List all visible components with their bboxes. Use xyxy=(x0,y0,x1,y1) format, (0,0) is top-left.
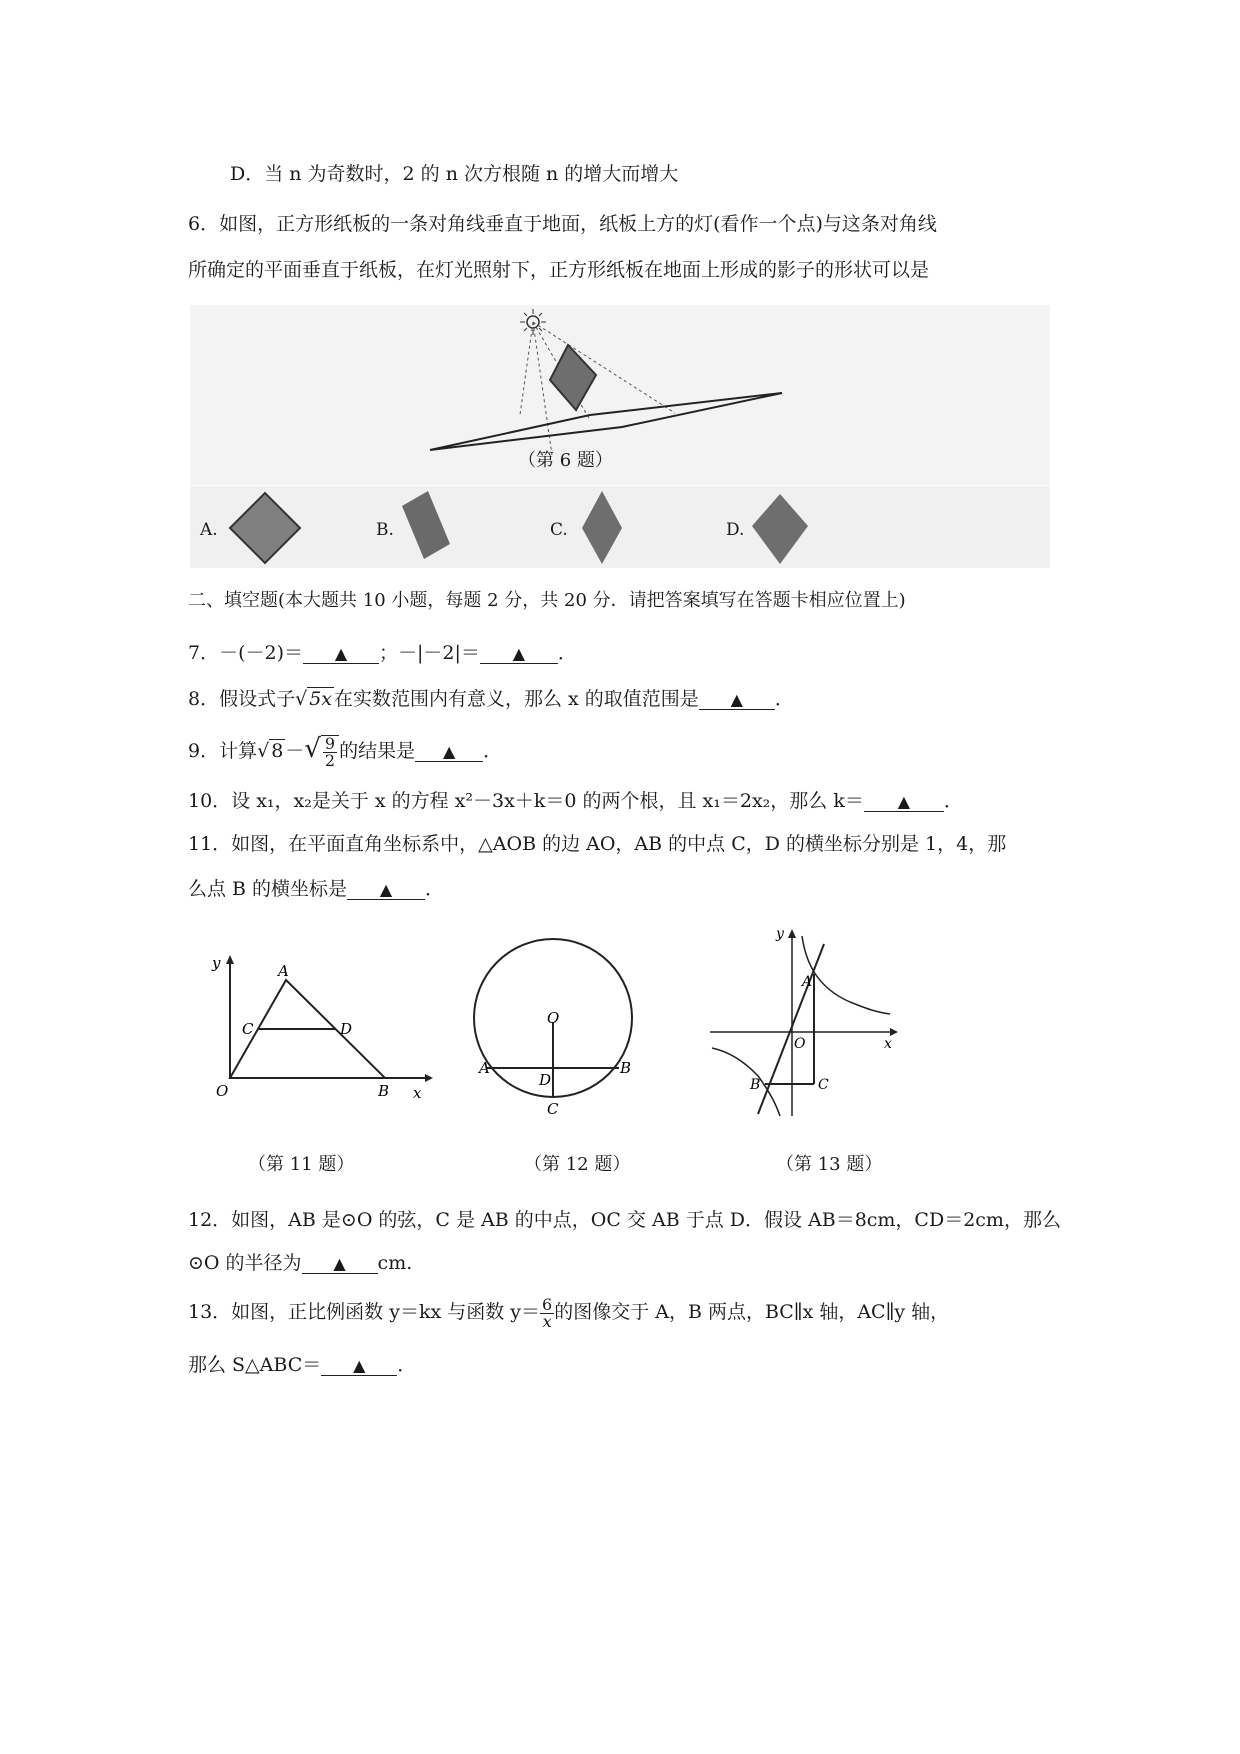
q11-answer-blank[interactable]: ▲ xyxy=(347,881,425,900)
q13-fraction xyxy=(540,1294,554,1331)
fig11-label-a: A xyxy=(278,962,289,980)
fig12-caption: （第 12 题） xyxy=(524,1154,631,1175)
q6-option-b-label: B. xyxy=(376,520,394,540)
q13-text-line2: 那么 S△ABC＝ xyxy=(188,1354,322,1376)
q12-line2 xyxy=(188,1251,412,1275)
fig12-label-o: O xyxy=(547,1009,560,1027)
fig11-label-y: y xyxy=(212,954,221,972)
fig13-label-o: O xyxy=(794,1036,806,1052)
q10-answer-blank[interactable]: ▲ xyxy=(864,793,944,812)
fig11-label-d: D xyxy=(340,1020,353,1038)
q9-text-1: 9．计算 xyxy=(188,740,258,762)
fig13-label-x: x xyxy=(884,1036,892,1052)
figure-12 xyxy=(465,930,665,1120)
fig11-label-b: B xyxy=(378,1082,390,1100)
q6-text-line2: 所确定的平面垂直于纸板，在灯光照射下，正方形纸板在地面上形成的影子的形状可以是 xyxy=(188,259,930,281)
q9-line: 9．计算√ 8 －√ $\frac{9}{2}$ 的结果是 ▲ ． xyxy=(188,734,503,770)
q9-denominator: 2 xyxy=(324,751,336,770)
q6-options xyxy=(190,486,1050,568)
q9-text-2: 的结果是 xyxy=(339,740,416,762)
q7-answer-blank-1[interactable]: ▲ xyxy=(303,645,379,664)
fig12-label-b: B xyxy=(620,1059,632,1077)
q7-text-3: ． xyxy=(557,642,577,664)
q8-radicand: 5x xyxy=(309,688,333,710)
q8-text-2: 在实数范围内有意义，那么 x 的取值范围是 xyxy=(334,688,699,710)
q7-text-1: 7．－(－2)＝ xyxy=(188,642,304,664)
q6-option-a-label: A. xyxy=(200,520,218,540)
q7-line xyxy=(188,641,577,665)
q6-option-c-label: C. xyxy=(550,520,568,540)
q13-answer-blank[interactable]: ▲ xyxy=(321,1357,397,1376)
fig12-label-d: D xyxy=(539,1071,552,1089)
q8-text-3: ． xyxy=(774,688,794,710)
fig11-label-c: C xyxy=(242,1020,254,1038)
q12-text-line1: 12．如图，AB 是⊙O 的弦，C 是 AB 的中点，OC 交 AB 于点 D．假设 AB＝8cm，CD＝2cm，那么 xyxy=(188,1209,1061,1231)
section2-title: 二、填空题(本大题共 10 小题，每题 2 分，共 20 分．请把答案填写在答题卡相应位置上) xyxy=(188,590,906,611)
q9-text-3: ． xyxy=(483,740,503,762)
q7-text-2: ；－|－2|＝ xyxy=(379,642,480,664)
fig11-label-o: O xyxy=(216,1082,229,1100)
fig13-label-a: A xyxy=(802,974,813,990)
q11-text-line2: 么点 B 的横坐标是 xyxy=(188,878,348,900)
q12-answer-blank[interactable]: ▲ xyxy=(302,1255,378,1274)
q12-text-line2: ⊙O 的半径为 xyxy=(188,1252,302,1274)
q10-line xyxy=(188,789,963,813)
q8-text-1: 8．假设式子 xyxy=(188,688,296,710)
q5-option-d: D．当 n 为奇数时，2 的 n 次方根随 n 的增大而增大 xyxy=(230,163,679,185)
q12-unit: cm. xyxy=(377,1252,413,1274)
q9-fraction xyxy=(321,735,339,769)
fig12-label-c: C xyxy=(547,1100,559,1118)
q6-text-line1: 6．如图，正方形纸板的一条对角线垂直于地面，纸板上方的灯(看作一个点)与这条对角线 xyxy=(188,213,937,235)
figure-13 xyxy=(700,924,910,1124)
q11-end: ． xyxy=(425,878,445,900)
fig11-label-x: x xyxy=(413,1084,422,1102)
q6-option-d-label: D. xyxy=(726,520,745,540)
q13-numerator: 6 xyxy=(542,1294,553,1314)
q13-end: ． xyxy=(397,1354,417,1376)
fig11-caption: （第 11 题） xyxy=(248,1154,355,1175)
q11-text-line1: 11．如图，在平面直角坐标系中，△AOB 的边 AO，AB 的中点 C，D 的横坐标分别是 1，4，那 xyxy=(188,833,1007,855)
fig13-label-c: C xyxy=(818,1077,829,1093)
q6-caption: （第 6 题） xyxy=(518,450,613,471)
q13-text-2: 的图像交于 A，B 两点，BC∥x 轴，AC∥y 轴， xyxy=(554,1301,950,1323)
fig12-label-a: A xyxy=(479,1059,490,1077)
q10-text: 10．设 x₁，x₂是关于 x 的方程 x²－3x＋k＝0 的两个根，且 x₁＝2x₂，那么 k＝ xyxy=(188,790,864,812)
q8-line xyxy=(188,687,794,711)
fig13-caption: （第 13 题） xyxy=(776,1154,883,1175)
fig13-label-b: B xyxy=(750,1077,761,1093)
q9-radicand: 8 xyxy=(271,740,284,762)
q8-answer-blank[interactable]: ▲ xyxy=(699,691,775,710)
figure-11 xyxy=(200,950,460,1110)
q11-line2 xyxy=(188,877,444,901)
q9-numerator: 9 xyxy=(324,734,336,753)
fig13-label-y: y xyxy=(776,926,784,942)
q8-radical: √ 5x xyxy=(295,688,333,710)
q13-line2 xyxy=(188,1353,416,1377)
q13-line1 xyxy=(188,1290,949,1334)
figure-6 xyxy=(190,305,1050,485)
q7-answer-blank-2[interactable]: ▲ xyxy=(480,645,558,664)
q13-text-1: 13．如图，正比例函数 y＝kx 与函数 y＝ xyxy=(188,1301,540,1323)
q9-minus: － xyxy=(285,740,305,762)
q10-end: ． xyxy=(943,790,963,812)
q9-answer-blank[interactable]: ▲ xyxy=(415,743,483,762)
q13-denominator: x xyxy=(542,1311,552,1331)
